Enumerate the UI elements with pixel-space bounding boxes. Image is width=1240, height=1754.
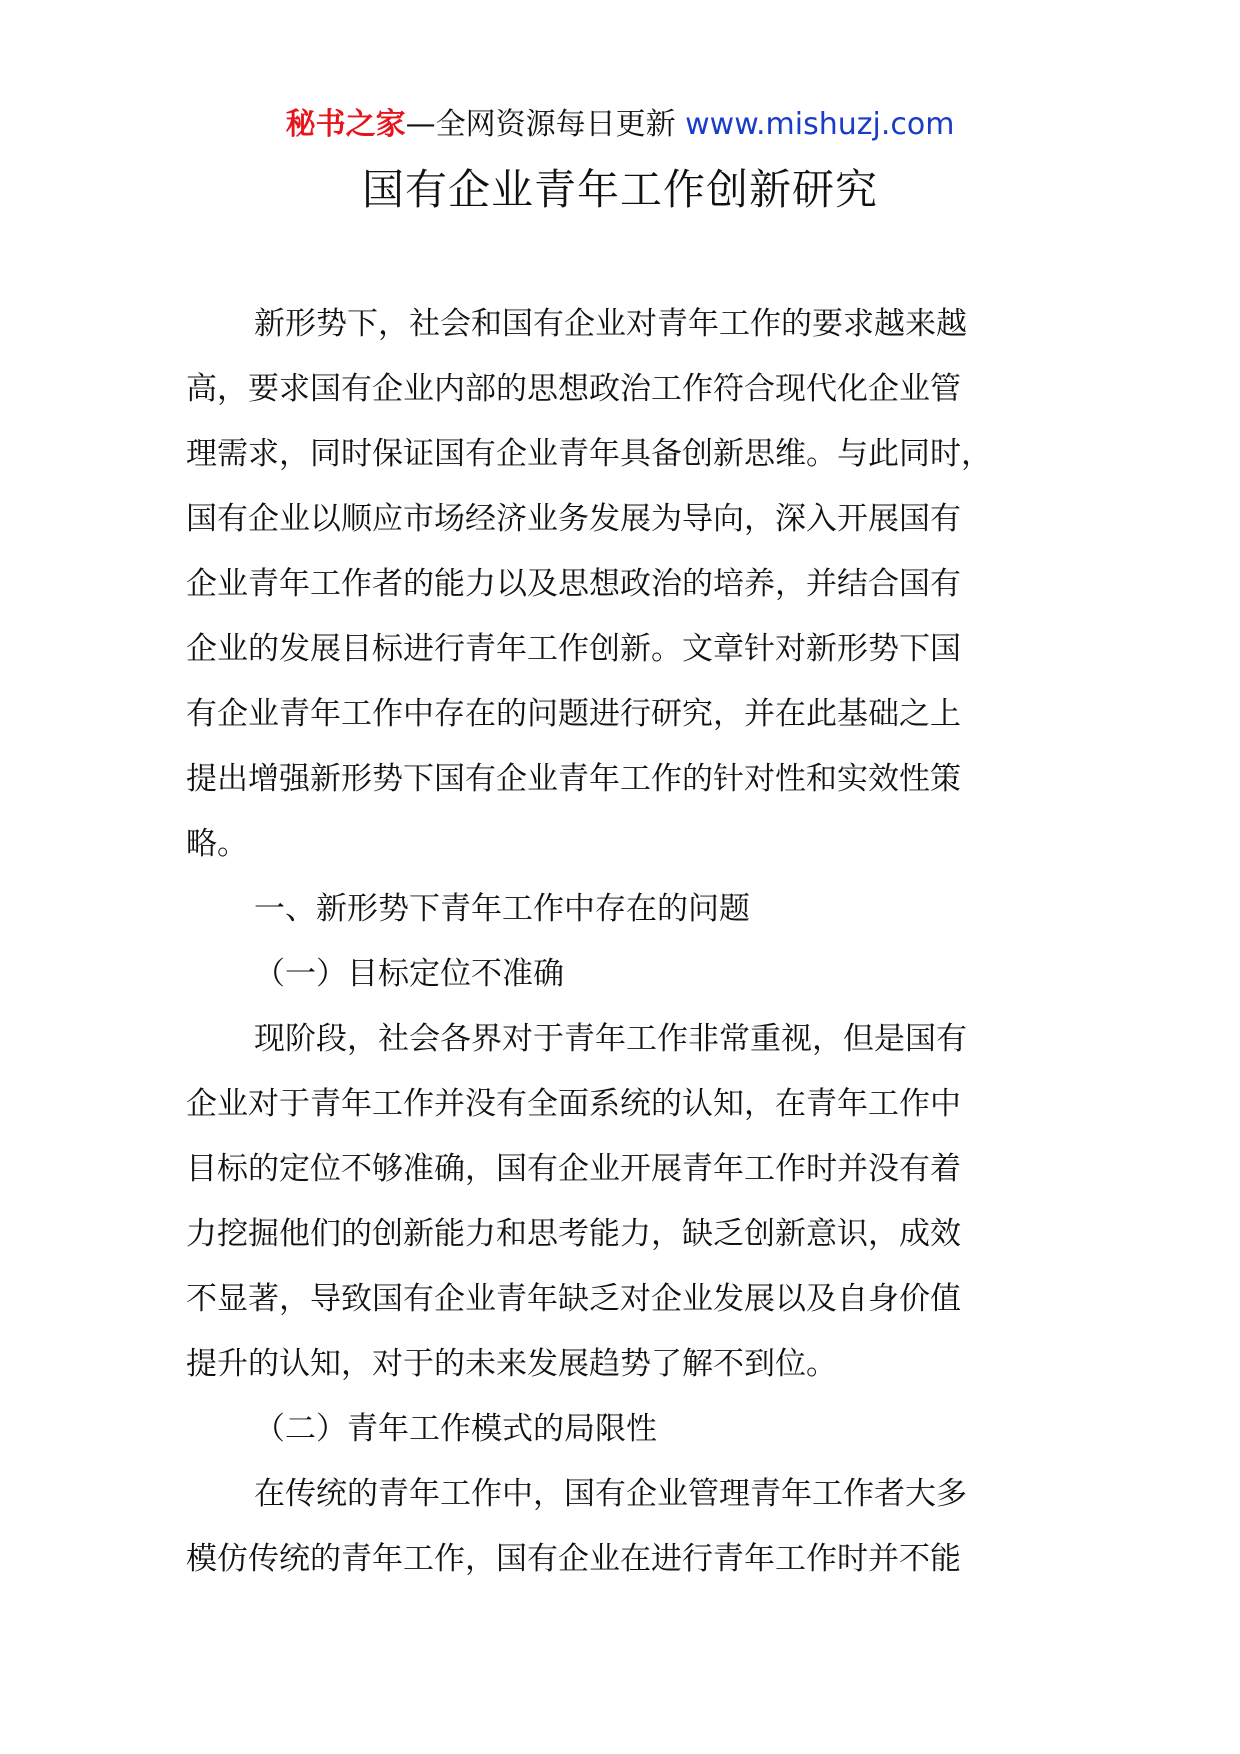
paragraph-line: 国有企业以顺应市场经济业务发展为导向，深入开展国有: [186, 501, 961, 537]
site-header: [0, 100, 1240, 150]
paragraph-line: 理需求，同时保证国有企业青年具备创新思维。与此同时，: [186, 436, 992, 472]
subsection-heading: （一）目标定位不准确: [254, 956, 564, 992]
brand-name: 秘书之家: [285, 107, 406, 142]
paragraph-line: 不显著，导致国有企业青年缺乏对企业发展以及自身价值: [186, 1281, 961, 1317]
paragraph-line: 现阶段，社会各界对于青年工作非常重视，但是国有: [254, 1021, 967, 1057]
paragraph-line: 企业对于青年工作并没有全面系统的认知，在青年工作中: [186, 1086, 961, 1122]
section-heading: 一、新形势下青年工作中存在的问题: [254, 891, 750, 927]
paragraph-line: 略。: [186, 826, 248, 862]
subsection-heading: （二）青年工作模式的局限性: [254, 1411, 657, 1447]
paragraph-line: 提升的认知，对于的未来发展趋势了解不到位。: [186, 1346, 837, 1382]
paragraph-line: 高，要求国有企业内部的思想政治工作符合现代化企业管: [186, 371, 961, 407]
document-title: 国有企业青年工作创新研究: [361, 165, 878, 214]
paragraph-line: 企业的发展目标进行青年工作创新。文章针对新形势下国: [186, 631, 961, 667]
paragraph-line: 企业青年工作者的能力以及思想政治的培养，并结合国有: [186, 566, 961, 602]
paragraph-line: 力挖掘他们的创新能力和思考能力，缺乏创新意识，成效: [186, 1216, 961, 1252]
paragraph-line: 有企业青年工作中存在的问题进行研究，并在此基础之上: [186, 696, 961, 732]
paragraph-line: 新形势下，社会和国有企业对青年工作的要求越来越: [254, 306, 967, 342]
paragraph-line: 提出增强新形势下国有企业青年工作的针对性和实效性策: [186, 761, 961, 797]
paragraph-line: 在传统的青年工作中，国有企业管理青年工作者大多: [254, 1476, 967, 1512]
header-tagline: —全网资源每日更新: [405, 107, 686, 142]
paragraph-line: 模仿传统的青年工作，国有企业在进行青年工作时并不能: [186, 1541, 961, 1577]
site-url[interactable]: www.mishuzj.com: [685, 107, 955, 142]
document-body: [186, 292, 1086, 1592]
paragraph-line: 目标的定位不够准确，国有企业开展青年工作时并没有着: [186, 1151, 961, 1187]
